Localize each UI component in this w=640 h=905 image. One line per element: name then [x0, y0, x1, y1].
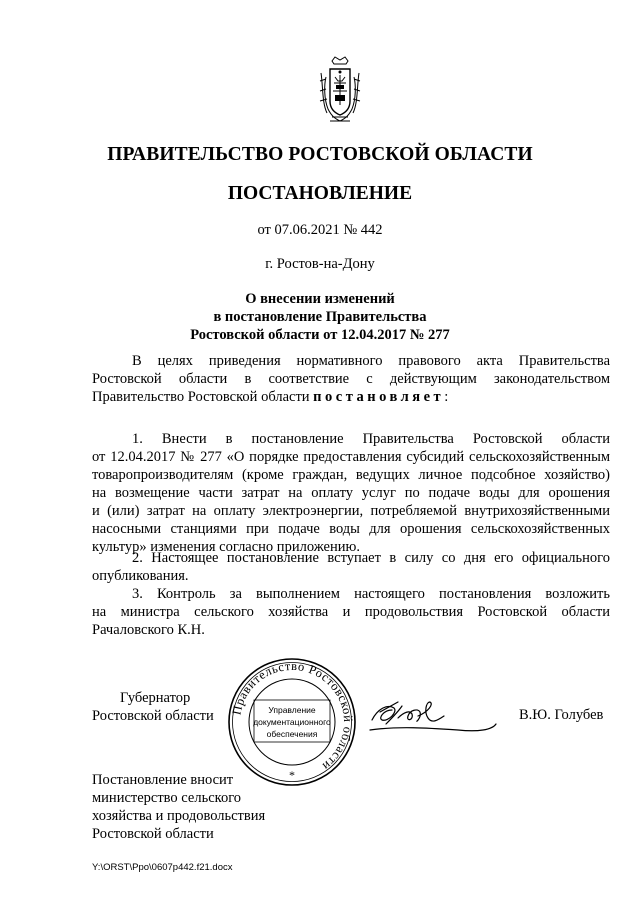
- stamp-ring-text: Правительство Ростовской области: [229, 658, 356, 774]
- handwritten-signature: [368, 690, 498, 740]
- note-line: хозяйства и продовольствия: [92, 808, 266, 824]
- item-line: на министра сельского хозяйства и продовольствия Ростовской области: [92, 604, 610, 620]
- subject-line: в постановление Правительства: [213, 309, 427, 325]
- stamp-inner-line: Управление: [268, 705, 316, 715]
- item-line: товаропроизводителям (кроме граждан, ведущих личное подсобное хозяйство): [92, 467, 610, 483]
- note-line: Постановление вносит: [92, 772, 234, 788]
- introduced-by-note: [92, 771, 265, 843]
- preamble-prefix: Правительство Ростовской области: [92, 389, 314, 405]
- government-title: ПРАВИТЕЛЬСТВО РОСТОВСКОЙ ОБЛАСТИ: [107, 144, 533, 165]
- item-3-paragraph: [92, 585, 610, 639]
- item-line: от 12.04.2017 № 277 «О порядке предоставления субсидий сельскохозяйственным: [92, 449, 610, 465]
- preamble-line: В целях приведения нормативного правового акта Правительства: [132, 353, 610, 369]
- preamble-last-line: [92, 388, 610, 406]
- stamp-inner-line: документационного: [253, 717, 331, 727]
- item-1-paragraph: [92, 430, 610, 556]
- signatory-position: [92, 689, 214, 725]
- item-line: культур» изменения согласно приложению.: [92, 539, 360, 555]
- signatory-name: В.Ю. Голубев: [519, 707, 604, 723]
- document-city: г. Ростов-на-Дону: [265, 256, 375, 272]
- document-type: ПОСТАНОВЛЕНИЕ: [227, 183, 413, 204]
- subject-line: О внесении изменений: [245, 291, 395, 307]
- item-line: 2. Настоящее постановление вступает в силу со дня его официального: [132, 550, 610, 566]
- subject-line: Ростовской области от 12.04.2017 № 277: [190, 327, 450, 343]
- item-2-paragraph: [92, 549, 610, 585]
- item-line: Рачаловского К.Н.: [92, 622, 205, 638]
- position-line: Губернатор: [120, 690, 191, 706]
- item-line: насосными станциями при подаче воды для орошения сельскохозяйственных: [92, 521, 610, 537]
- item-line: 3. Контроль за выполнением настоящего постановления возложить: [132, 586, 610, 602]
- item-line: 1. Внести в постановление Правительства Ростовской области: [132, 431, 610, 447]
- item-line: и (или) затрат на оплату электроэнергии, потребляемой внутрихозяйственными: [92, 503, 610, 519]
- note-line: Ростовской области: [92, 826, 214, 842]
- coat-of-arms-emblem: [318, 55, 362, 125]
- preamble-paragraph: [92, 352, 610, 406]
- preamble-suffix: :: [444, 389, 449, 405]
- file-path: Y:\ORST\Ppo\0607p442.f21.docx: [92, 862, 233, 873]
- stamp-star: *: [289, 768, 295, 782]
- document-subject: [0, 290, 640, 344]
- document-date-number: от 07.06.2021 № 442: [257, 222, 383, 238]
- item-line: опубликования.: [92, 568, 189, 584]
- decree-word: постановляет: [313, 389, 445, 405]
- official-stamp: [226, 656, 358, 788]
- item-line: на возмещение части затрат на оплату услуг по подаче воды для орошения: [92, 485, 610, 501]
- position-line: Ростовской области: [92, 708, 214, 724]
- note-line: министерство сельского: [92, 790, 242, 806]
- preamble-line: Ростовской области в соответствие с действующим законодательством: [92, 371, 610, 387]
- stamp-inner-line: обеспечения: [266, 729, 318, 739]
